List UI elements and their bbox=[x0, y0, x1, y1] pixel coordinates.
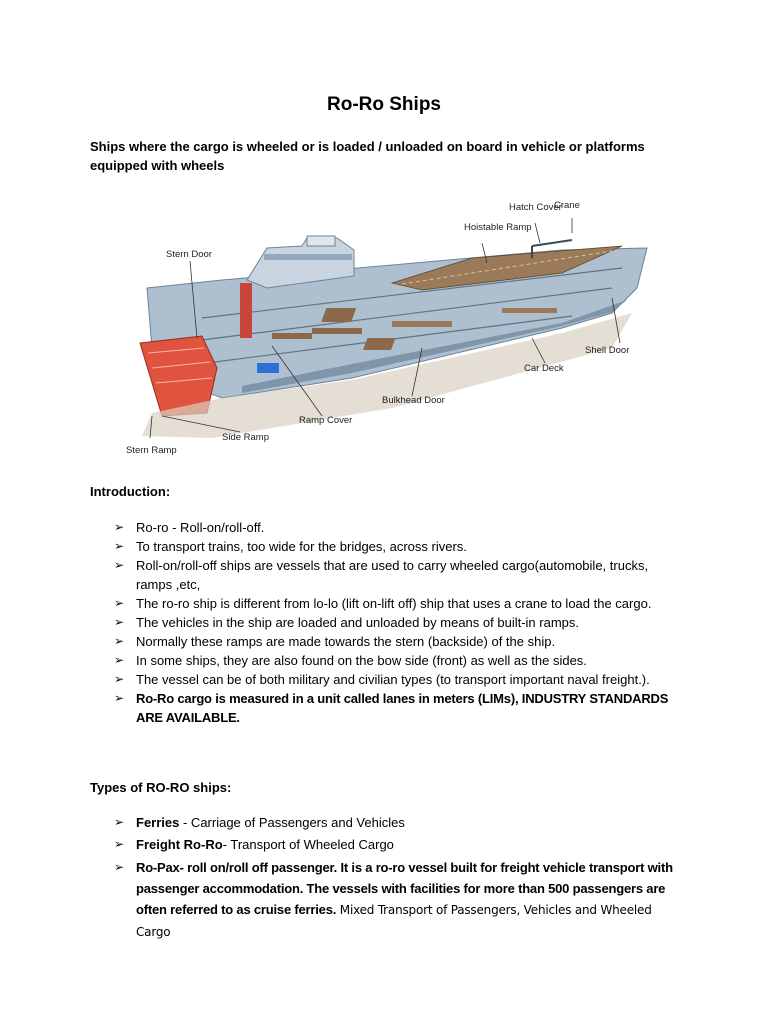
intro-list bbox=[114, 518, 684, 727]
label-ramp-cover: Ramp Cover bbox=[299, 415, 353, 426]
list-item: ➢ The vehicles in the ship are loaded and unloaded by means of built-in ramps. bbox=[114, 615, 579, 630]
bullet-arrow-icon: ➢ bbox=[114, 653, 125, 667]
label-bulkhead-door: Bulkhead Door bbox=[382, 395, 445, 406]
label-hoistable-ramp: Hoistable Ramp bbox=[464, 222, 532, 233]
list-item: ➢ The ro-ro ship is different from lo-lo (lift on-lift off) ship that uses a crane to load the cargo. bbox=[114, 596, 652, 611]
intro-heading: Introduction: bbox=[90, 484, 171, 499]
list-item: ➢ Ro-ro - Roll-on/roll-off. bbox=[114, 520, 265, 535]
bullet-arrow-icon: ➢ bbox=[114, 539, 125, 553]
page-subtitle: Ships where the cargo is wheeled or is loaded / unloaded on board in vehicle or platforms equipped with wheels bbox=[90, 139, 645, 173]
bullet-arrow-icon: ➢ bbox=[114, 634, 125, 648]
list-item: ➢ To transport trains, too wide for the bridges, across rivers. bbox=[114, 539, 467, 554]
label-car-deck: Car Deck bbox=[524, 363, 564, 374]
label-side-ramp: Side Ramp bbox=[222, 432, 269, 443]
label-shell-door: Shell Door bbox=[585, 345, 630, 356]
list-item: ➢ Freight Ro-Ro- Transport of Wheeled Cargo bbox=[114, 837, 394, 852]
page-title: Ro-Ro Ships bbox=[327, 94, 441, 115]
types-heading: Types of RO-RO ships: bbox=[90, 780, 232, 795]
bullet-arrow-icon: ➢ bbox=[114, 558, 125, 572]
label-crane: Crane bbox=[554, 200, 580, 211]
bullet-arrow-icon: ➢ bbox=[114, 860, 124, 874]
label-stern-door: Stern Door bbox=[166, 249, 212, 260]
bullet-arrow-icon: ➢ bbox=[114, 672, 125, 686]
bullet-arrow-icon: ➢ bbox=[114, 520, 125, 534]
list-item: ➢ Ferries - Carriage of Passengers and Vehicles bbox=[114, 815, 405, 830]
list-item: ➢ Ro-Pax- roll on/roll off passenger. It is a ro-ro vessel built for freight vehicle transport with passenger accommodation. The vessels with facilities for more than 500 passengers are often referred to as cruise ferries. Mixed Transport of Passengers, Vehicles and Wheeled Cargo bbox=[114, 857, 684, 943]
list-item: ➢ In some ships, they are also found on the bow side (front) as well as the sides. bbox=[114, 653, 587, 668]
bullet-arrow-icon: ➢ bbox=[114, 615, 125, 629]
list-item: ➢ Normally these ramps are made towards the stern (backside) of the ship. bbox=[114, 634, 556, 649]
label-stern-ramp: Stern Ramp bbox=[126, 445, 177, 456]
ro-ro-ship-diagram bbox=[92, 188, 657, 464]
bullet-arrow-icon: ➢ bbox=[114, 596, 125, 610]
list-item: ➢ Ro-Ro cargo is measured in a unit called lanes in meters (LIMs), INDUSTRY STANDARDS ARE AVAILABLE. bbox=[114, 691, 669, 725]
bullet-arrow-icon: ➢ bbox=[114, 691, 124, 705]
list-item: ➢ The vessel can be of both military and civilian types (to transport important naval freight.). bbox=[114, 672, 650, 687]
types-list bbox=[114, 813, 684, 943]
bullet-arrow-icon: ➢ bbox=[114, 837, 125, 851]
label-hatch-cover: Hatch Cover bbox=[509, 202, 562, 213]
list-item: ➢ Roll-on/roll-off ships are vessels that are used to carry wheeled cargo(automobile, trucks, ramps ,etc, bbox=[114, 558, 649, 592]
bullet-arrow-icon: ➢ bbox=[114, 815, 125, 829]
